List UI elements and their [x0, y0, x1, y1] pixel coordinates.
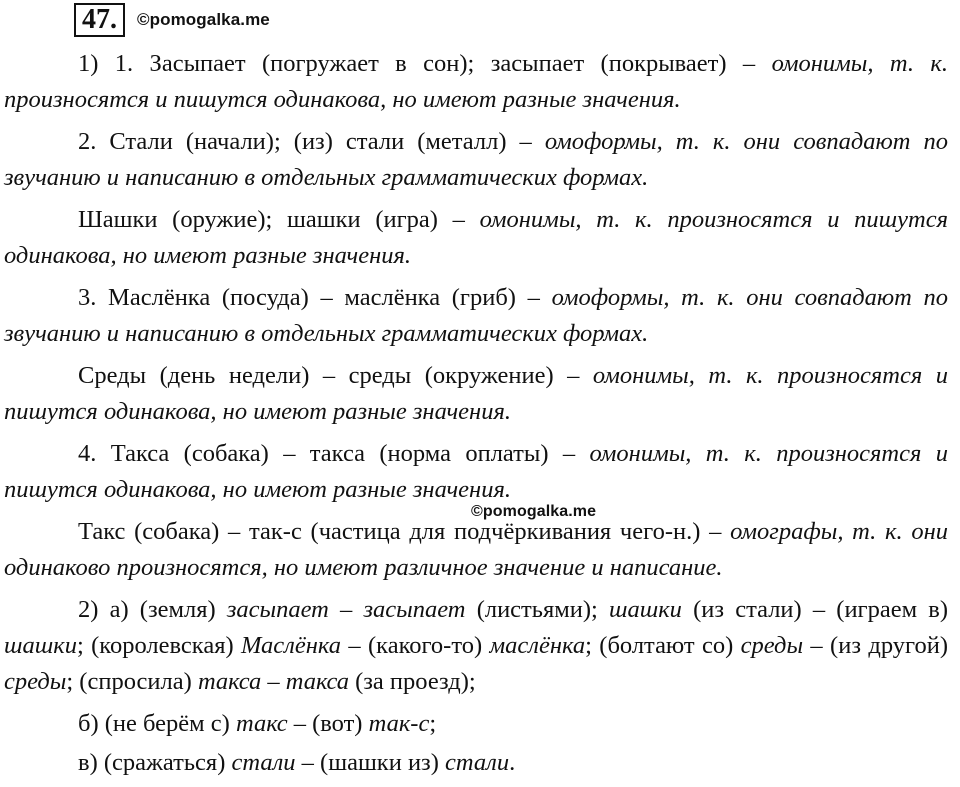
paragraph-5-italic: омонимы, т. к. произносятся и пишутся одинакова, но имеют разные значения.: [4, 362, 948, 425]
paragraph-10: [0, 745, 948, 781]
watermark-middle: ©pomogalka.me: [471, 503, 597, 520]
p9-italic: так-с: [368, 710, 430, 737]
p8-text: (листьями);: [465, 596, 609, 623]
paragraph-6-regular: 4. Такса (собака) – такса (норма оплаты) –: [78, 440, 590, 467]
p10-text: – (шашки из): [295, 749, 446, 776]
paragraph-1: [0, 46, 948, 118]
p8-text: 2) а) (земля): [78, 596, 227, 623]
p9-text: – (вот): [287, 710, 369, 737]
task-number: 47.: [74, 3, 125, 37]
p8-italic: засыпает: [226, 596, 329, 623]
p8-text: ; (королевская): [76, 632, 241, 659]
paragraph-1-regular: 1) 1. Засыпает (погружает в сон); засыпает (покрывает) –: [78, 50, 772, 77]
p8-text: ; (болтают со): [585, 632, 741, 659]
p8-text: –: [261, 668, 286, 695]
paragraph-6-italic: омонимы, т. к. произносятся и пишутся одинакова, но имеют разные значения.: [4, 440, 948, 503]
paragraph-3-regular: Шашки (оружие); шашки (игра) –: [78, 206, 480, 233]
paragraph-2: [0, 124, 948, 196]
watermark-top: ©pomogalka.me: [137, 10, 270, 29]
p8-text: – (из другой): [803, 632, 948, 659]
paragraph-2-regular: 2. Стали (начали); (из) стали (металл) –: [78, 128, 545, 155]
paragraph-3: [0, 202, 948, 274]
p8-text: (из стали) – (играем в): [681, 596, 949, 623]
answer-text: [0, 46, 948, 784]
paragraph-3-italic: омонимы, т. к. произносятся и пишутся одинакова, но имеют разные значения.: [4, 206, 948, 269]
p10-text: .: [509, 749, 516, 776]
paragraph-4-italic: омоформы, т. к. они совпадают по звучанию и написанию в отдельных грамматических формах.: [4, 284, 948, 347]
p9-italic: такс: [235, 710, 288, 737]
p10-text: в) (сражаться): [78, 749, 232, 776]
p8-text: –: [328, 596, 364, 623]
p8-text: (за проезд);: [348, 668, 476, 695]
paragraph-1-italic: омонимы, т. к. произносятся и пишутся одинакова, но имеют разные значения.: [4, 50, 948, 113]
p8-italic: такса: [197, 668, 262, 695]
p8-italic: Маслёнка: [241, 632, 341, 659]
p8-italic: шашки: [4, 632, 77, 659]
paragraph-8: [0, 592, 948, 700]
header: [74, 3, 270, 37]
p8-text: – (какого-то): [341, 632, 490, 659]
p8-italic: среды: [4, 668, 67, 695]
paragraph-7-italic: омографы, т. к. они одинаково произносятся, но имеют различное значение и написание.: [4, 518, 948, 581]
paragraph-7-regular: Такс (собака) – так-с (частица для подчёркивания чего-н.) –: [78, 518, 731, 545]
paragraph-7: [0, 514, 948, 586]
paragraph-2-italic: омоформы, т. к. они совпадают по звучанию и написанию в отдельных грамматических формах.: [4, 128, 948, 191]
p8-italic: такса: [285, 668, 349, 695]
p10-italic: стали: [445, 749, 510, 776]
p8-text: ; (спросила): [66, 668, 198, 695]
paragraph-5-regular: Среды (день недели) – среды (окружение) –: [78, 362, 593, 389]
paragraph-9: [0, 706, 948, 742]
paragraph-4: [0, 280, 948, 352]
paragraph-6: [0, 436, 948, 508]
p8-italic: шашки: [608, 596, 682, 623]
p8-italic: засыпает: [363, 596, 466, 623]
p8-italic: маслёнка: [489, 632, 586, 659]
p9-text: ;: [429, 710, 437, 737]
paragraph-5: [0, 358, 948, 430]
paragraph-4-regular: 3. Маслёнка (посуда) – маслёнка (гриб) –: [78, 284, 552, 311]
p8-italic: среды: [740, 632, 804, 659]
p9-text: б) (не берём с): [78, 710, 236, 737]
p10-italic: стали: [231, 749, 296, 776]
